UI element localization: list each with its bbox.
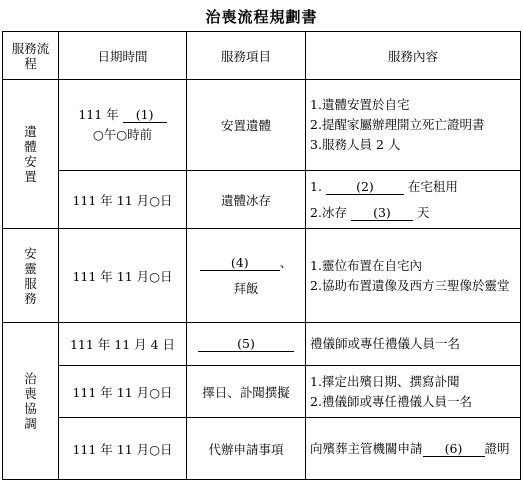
list-item: 2.冰存 (3) 天	[310, 204, 430, 220]
stage-label: 遺體安置	[24, 124, 37, 184]
table-row	[3, 80, 521, 171]
item-cell: 安置遺體	[187, 80, 306, 171]
blank-4: (4)	[200, 255, 280, 271]
table-row	[3, 171, 521, 229]
content-cell	[306, 80, 521, 171]
list-item: 1. 遺體安置於自宅	[310, 97, 410, 112]
item-cell: (4) 、 拜飯	[187, 229, 306, 323]
list-item: 1. 擇定出殯日期、撰寫訃聞	[310, 373, 460, 389]
item-cell: 代辦申請事項	[187, 418, 306, 480]
blank-6: (6)	[423, 441, 485, 457]
table-row	[3, 366, 521, 418]
stage-label: 治喪協調	[24, 371, 37, 431]
stage-cell-3	[3, 323, 59, 480]
date-cell	[59, 80, 187, 171]
date-year: 111 年	[78, 107, 119, 122]
date-cell: 111 年 11 月○日	[59, 418, 187, 480]
date-cell: 111 年 11 月○日	[59, 171, 187, 229]
list-item: 2. 提醒家屬辦理開立死亡證明書	[310, 117, 485, 132]
list-item: 2. 禮儀師或專任禮儀人員一名	[310, 393, 473, 409]
blank-1: (1)	[123, 107, 167, 123]
list-item: 3. 服務人員 2 人	[310, 137, 401, 152]
content-cell	[306, 366, 521, 418]
date-cell: 111 年 11 月 4 日	[59, 323, 187, 366]
header-stage: 服務流程	[3, 32, 59, 80]
date-cell: 111 年 11 月○日	[59, 366, 187, 418]
blank-2: (2)	[326, 179, 404, 195]
list-item: 1. 靈位布置在自宅內	[310, 257, 423, 273]
stage-label: 安靈服務	[24, 245, 37, 306]
funeral-plan-table	[2, 31, 521, 480]
header-date: 日期時間	[59, 32, 187, 80]
stage-cell-2	[3, 229, 59, 323]
header-content: 服務內容	[306, 32, 521, 80]
table-row	[3, 418, 521, 480]
header-row	[3, 32, 521, 80]
item-cell	[187, 323, 306, 366]
content-cell	[306, 171, 521, 229]
content-cell	[306, 229, 521, 323]
stage-cell-1	[3, 80, 59, 229]
date-cell: 111 年 11 月○日	[59, 229, 187, 323]
list-item: 2. 協助布置遺像及西方三聖像於靈堂	[310, 277, 510, 293]
item-cell: 擇日、訃聞撰擬	[187, 366, 306, 418]
blank-3: (3)	[351, 205, 413, 221]
blank-5: (5)	[198, 336, 294, 352]
document-title: 治喪流程規劃書	[205, 8, 318, 26]
date-time: ○午○時前	[92, 127, 153, 142]
content-cell: 向殯葬主管機關申請 (6) 證明	[306, 418, 521, 480]
header-item: 服務項目	[187, 32, 306, 80]
table-row	[3, 229, 521, 323]
list-item: 1. (2) 在宅租用	[310, 178, 458, 194]
item-cell: 遺體冰存	[187, 171, 306, 229]
table-row	[3, 323, 521, 366]
content-cell: 禮儀師或專任禮儀人員一名	[306, 323, 521, 366]
